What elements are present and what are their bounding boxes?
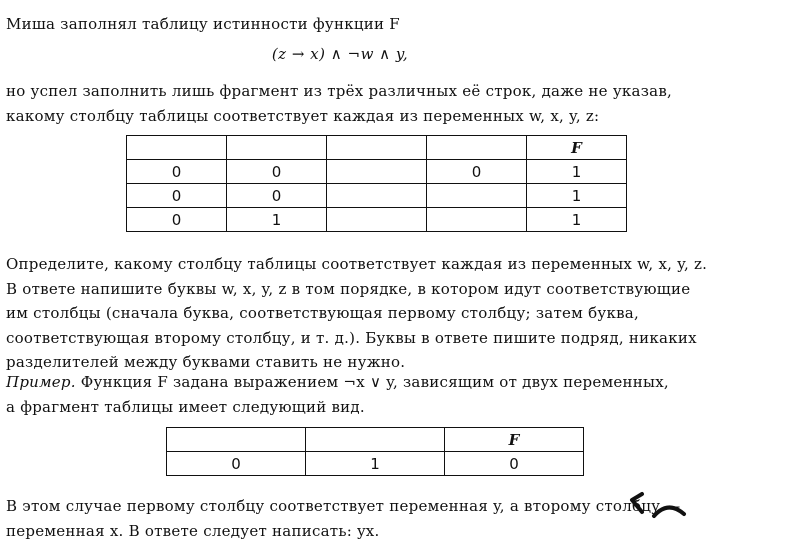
table-cell: 0 xyxy=(227,184,327,208)
text-line: какому столбцу таблицы соответствует каждая из переменных w, x, y, z: xyxy=(6,106,600,125)
text-line: им столбцы (сначала буква, соответствующая первому столбцу; затем буква, xyxy=(6,304,639,322)
table-row xyxy=(127,208,627,232)
text-line xyxy=(6,370,766,395)
paragraph-task xyxy=(6,79,766,128)
table-header-row xyxy=(127,136,627,160)
table-cell xyxy=(306,428,445,452)
table-row xyxy=(167,452,584,476)
text-line: Определите, какому столбцу таблицы соответствует каждая из переменных w, x, y, z. xyxy=(6,255,708,273)
table-cell: 1 xyxy=(527,208,627,232)
table-row xyxy=(127,184,627,208)
table-cell xyxy=(427,136,527,160)
table-cell: 1 xyxy=(527,160,627,184)
table-cell xyxy=(167,428,306,452)
table-cell: 1 xyxy=(527,184,627,208)
table-row xyxy=(127,160,627,184)
table-cell: 0 xyxy=(127,208,227,232)
text-line: В этом случае первому столбцу соответствует переменная y, а второму столбцу — xyxy=(6,497,681,515)
text-line: соответствующая второму столбцу, и т. д.). Буквы в ответе пишите подряд, никаких xyxy=(6,328,697,347)
table-cell: 0 xyxy=(167,452,306,476)
table-cell xyxy=(427,208,527,232)
example-text: Функция F задана выражением ¬x ∨ y, зависящим от двух переменных, xyxy=(75,373,669,391)
table-cell: 0 xyxy=(227,160,327,184)
text-line: разделителей между буквами ставить не нужно. xyxy=(6,353,406,371)
paragraph-instructions xyxy=(6,252,766,375)
table-cell xyxy=(327,184,427,208)
table-header-row xyxy=(167,428,584,452)
text-line: а фрагмент таблицы имеет следующий вид. xyxy=(6,397,365,416)
example-label: Пример. xyxy=(6,373,76,391)
table-header-f: F xyxy=(527,136,627,160)
table-cell xyxy=(127,136,227,160)
table-cell: 0 xyxy=(427,160,527,184)
paragraph-example xyxy=(6,370,766,419)
table-header-f: F xyxy=(445,428,584,452)
table-cell: 0 xyxy=(127,160,227,184)
text-line: В ответе напишите буквы w, x, y, z в том порядке, в котором идут соответствующие xyxy=(6,279,691,298)
table-cell xyxy=(327,160,427,184)
intro-line: Миша заполнял таблицу истинности функции F xyxy=(6,15,400,33)
table-cell: 0 xyxy=(127,184,227,208)
function-formula: (z → x) ∧ ¬w ∧ y, xyxy=(271,45,409,63)
text-line: но успел заполнить лишь фрагмент из трёх различных её строк, даже не указав, xyxy=(6,82,673,100)
example-table xyxy=(166,427,584,476)
table-cell xyxy=(327,136,427,160)
table-cell: 1 xyxy=(227,208,327,232)
table-cell: 0 xyxy=(445,452,584,476)
pen-scribble-mark xyxy=(628,490,698,522)
text-line: переменная x. В ответе следует написать: yx. xyxy=(6,521,380,540)
table-cell xyxy=(427,184,527,208)
table-cell xyxy=(327,208,427,232)
truth-table-fragment xyxy=(126,135,627,232)
table-cell xyxy=(227,136,327,160)
table-cell: 1 xyxy=(306,452,445,476)
